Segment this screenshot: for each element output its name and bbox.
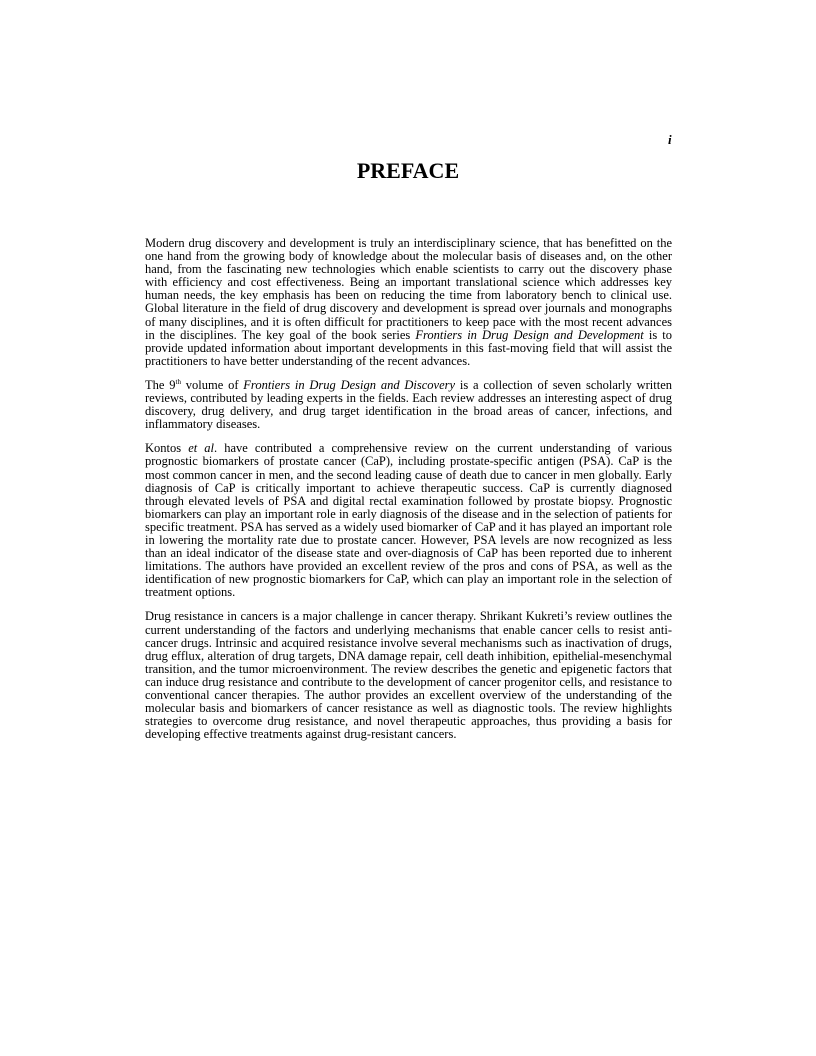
body-text [145, 237, 672, 741]
paragraph-volume [145, 379, 672, 431]
paragraph-intro [145, 237, 672, 368]
paragraph-text: Drug resistance in cancers is a major challenge in cancer therapy. Shrikant Kukreti’s review outlines the current understanding of the factors and underlying mechanisms that enable cancer cells to resist anti-cancer drugs. Intrinsic and acquired resistance involve several mechanisms such as inactivation of drugs, drug efflux, alteration of drug targets, DNA damage repair, cell death inhibition, epithelial-mesenchymal transition, and the tumor microenvironment. The review describes the genetic and epigenetic factors that can induce drug resistance and contribute to the development of cancer progenitor cells, and resistance to conventional cancer therapies. The author provides an excellent overview of the understanding of the molecular basis and biomarkers of cancer resistance as well as diagnostic tools. The review highlights strategies to overcome drug resistance, and novel therapeutic approaches, thus providing a basis for developing effective treatments against drug-resistant cancers. [145, 609, 672, 742]
paragraph-kontos-review [145, 442, 672, 599]
ordinal-suffix: th [175, 377, 181, 386]
paragraph-text: The 9 [145, 377, 176, 392]
paragraph-text: is a collection of seven scholarly written reviews, contributed by leading experts in the fields. Each review addresses an interesting aspect of drug discovery, drug delivery, and drug target identification in the broad areas of cancer, infections, and inflammatory diseases. [145, 377, 672, 432]
page-number: i [668, 132, 672, 147]
paragraph-text: Modern drug discovery and development is truly an interdisciplinary science, that has benefitted on the one hand from the growing body of knowledge about the molecular basis of diseases and, on the other hand, from the fascinating new technologies which enable scientists to carry out the discovery phase with efficiency and cost effectiveness. Being an important translational science which addresses key human needs, the key emphasis has been on reducing the time from laboratory bench to clinical use. Global literature in the field of drug discovery and development is spread over journals and monographs of many disciplines, and it is often difficult for practitioners to keep pace with the most recent advances in the disciplines. The key goal of the book series [145, 236, 672, 342]
paragraph-text: is to provide updated information about important developments in this fast-moving field that will assist the practitioners to have better understanding of the recent advances. [145, 327, 672, 368]
paragraph-kukreti-review [145, 610, 672, 741]
book-series-title: Frontiers in Drug Design and Discovery [243, 377, 456, 392]
paragraph-text: volume of [180, 377, 244, 392]
paragraph-text: Kontos [145, 441, 189, 456]
book-series-title: Frontiers in Drug Design and Development [415, 327, 644, 342]
paragraph-text: . have contributed a comprehensive review on the current understanding of various prognostic biomarkers of prostate cancer (CaP), including prostate-specific antigen (PSA). CaP is the most common cancer in men, and the second leading cause of death due to cancer in men globally. Early diagnosis of CaP is critically important to achieve therapeutic success. CaP is currently diagnosed through elevated levels of PSA and digital rectal examination followed by prostate biopsy. Prognostic biomarkers can play an important role in early diagnosis of the disease and in the selection of patients for specific treatment. PSA has served as a widely used biomarker of CaP and it has played an important role in lowering the mortality rate due to prostate cancer. However, PSA levels are now recognized as less than an ideal indicator of the disease state and over-diagnosis of CaP has been reported due to inherent limitations. The authors have provided an excellent review of the pros and cons of PSA, as well as the identification of new prognostic biomarkers for CaP, which can play an important role in the selection of treatment options. [145, 441, 672, 600]
et-al: et al [188, 441, 215, 456]
page-title: PREFACE [356, 158, 460, 183]
